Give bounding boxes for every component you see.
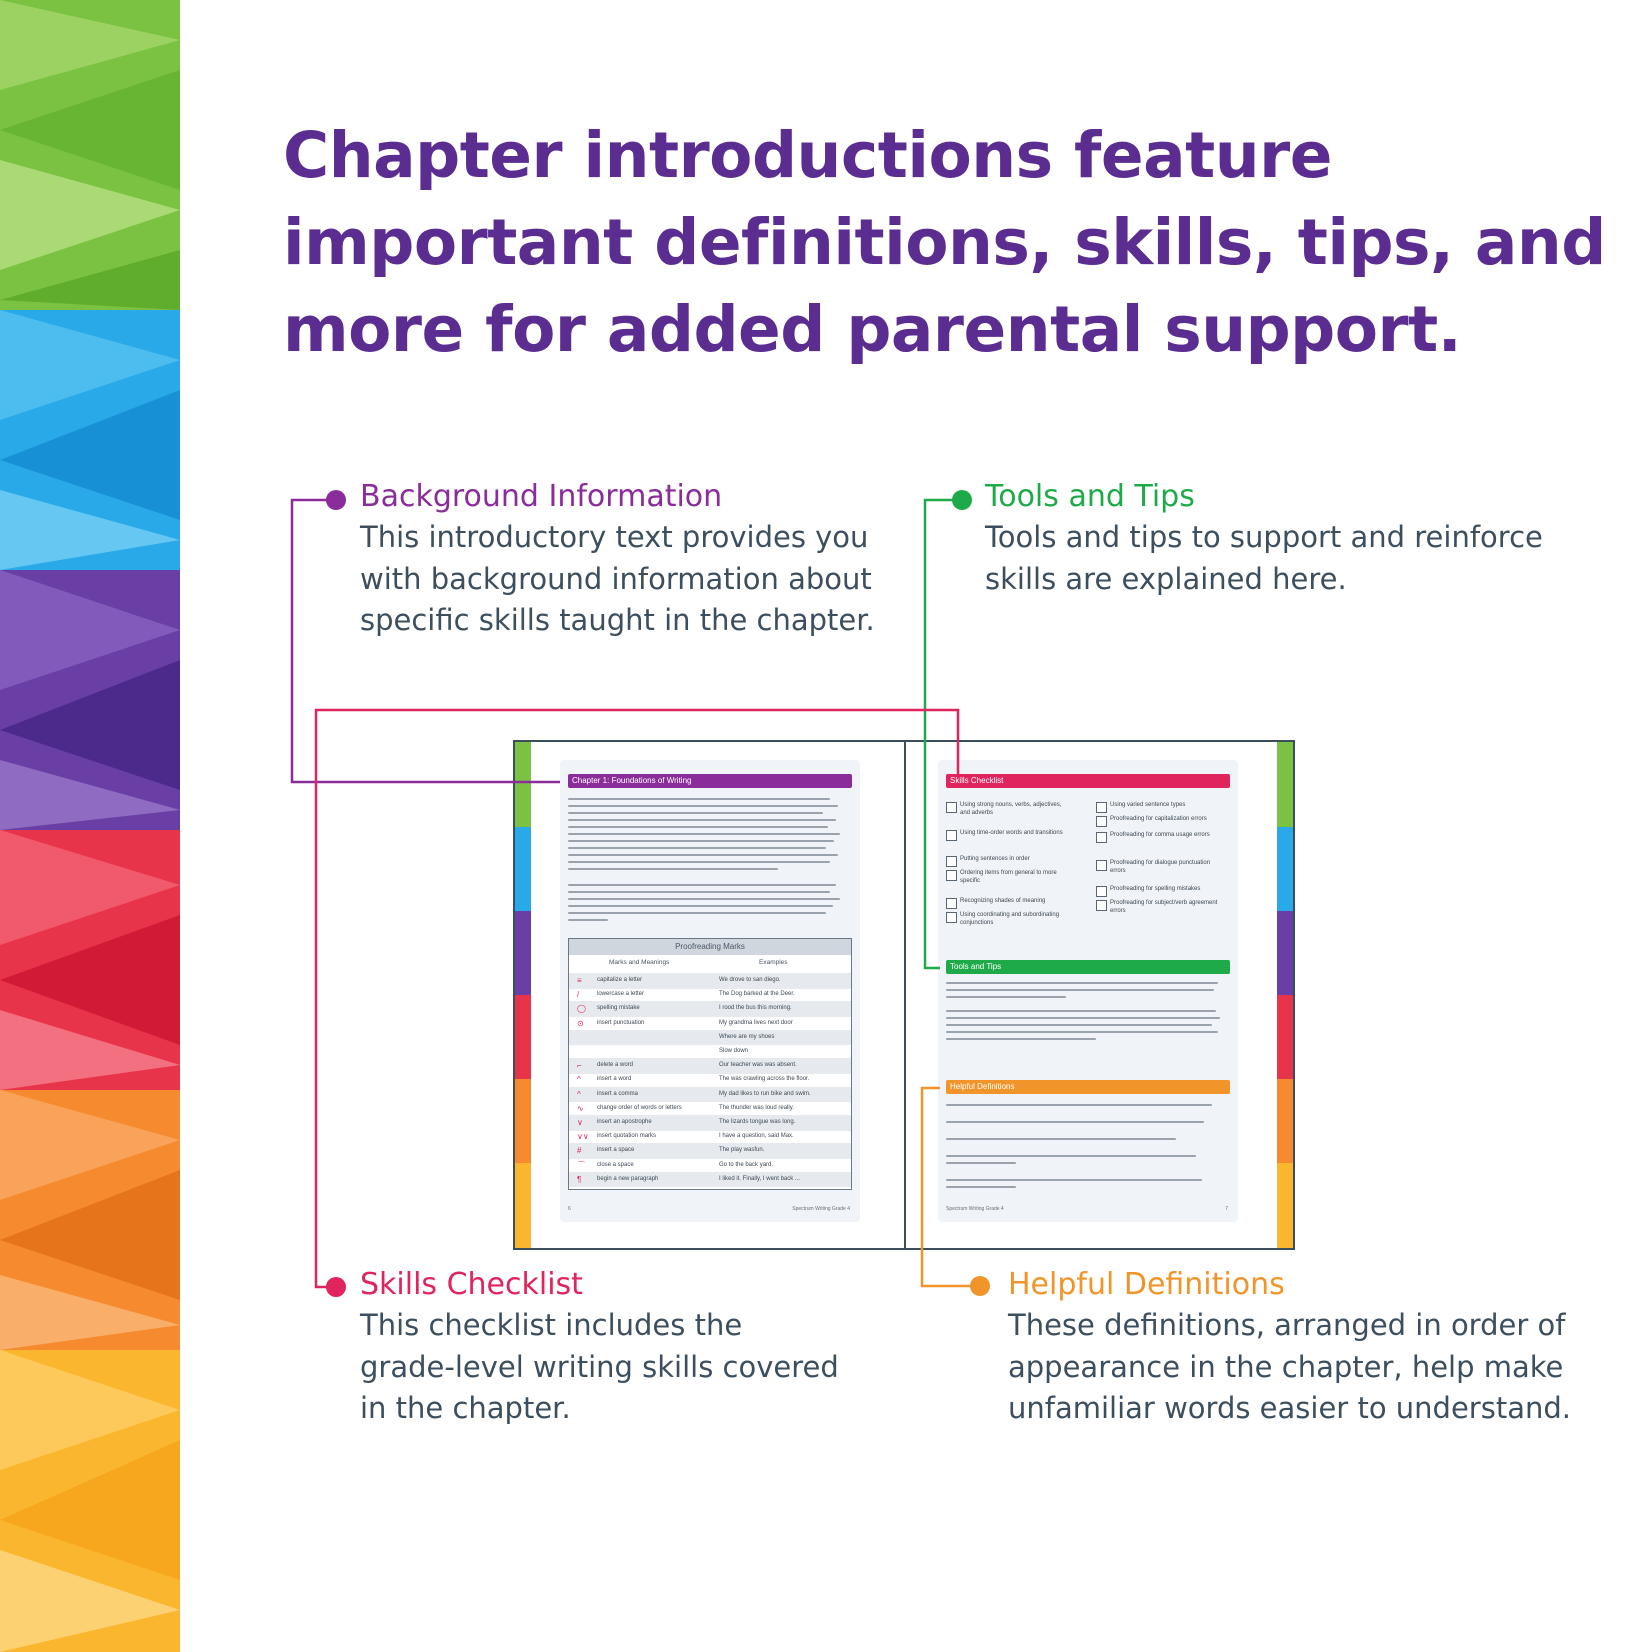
connector-background xyxy=(292,490,560,782)
checklist-item: Using varied sentence types xyxy=(1110,802,1186,808)
table-cell-meaning: begin a new paragraph xyxy=(597,1175,659,1182)
callout-skills-line: This checklist includes the xyxy=(360,1308,743,1342)
right-page-tools-header: Tools and Tips xyxy=(946,960,1230,974)
table-cell-example: We drove to san diego. xyxy=(719,977,781,983)
table-cell-meaning: delete a word xyxy=(597,1062,634,1069)
table-cell-example: The thunder was loud really. xyxy=(719,1104,794,1111)
table-cell-example: The lizards tongue was long. xyxy=(719,1119,796,1125)
callout-definitions-line: appearance in the chapter, help make xyxy=(1008,1349,1564,1384)
callout-tools-line: skills are explained here. xyxy=(985,561,1347,596)
proofreading-mark-icon: ∿ xyxy=(577,1103,584,1113)
proofreading-mark-icon: / xyxy=(577,990,580,1000)
proofreading-mark-icon: ≡ xyxy=(577,976,582,985)
checklist-item: Proofreading for dialogue punctuation errors xyxy=(1110,860,1211,874)
headline-line-2: important definitions, skills, tips, and xyxy=(283,206,1606,279)
table-col-marks: Marks and Meanings xyxy=(609,959,670,966)
connector-skills xyxy=(316,710,958,1297)
table-cell-meaning: spelling mistake xyxy=(597,1005,640,1012)
table-cell-example: The play wasfun. xyxy=(719,1147,765,1154)
right-page-definitions-header: Helpful Definitions xyxy=(946,1080,1230,1094)
checklist-item: Proofreading for capitalization errors xyxy=(1110,816,1207,822)
table-cell-example: I liked it. Finally, I went back ... xyxy=(719,1175,800,1182)
headline-line-1: Chapter introductions feature xyxy=(283,119,1332,192)
table-cell-meaning: insert quotation marks xyxy=(597,1133,657,1140)
proofreading-mark-icon: ⊙ xyxy=(577,1018,584,1028)
table-cell-example: The was crawling across the floor. xyxy=(719,1076,810,1083)
proofreading-mark-icon: ^ xyxy=(577,1075,581,1085)
proofreading-mark-icon: ∨ xyxy=(577,1118,583,1127)
connector-tools xyxy=(925,490,972,968)
checklist-item: Proofreading for subject/verb agreement errors xyxy=(1110,900,1218,914)
callout-background-line: specific skills taught in the chapter. xyxy=(360,603,875,637)
callout-background-line: with background information about xyxy=(360,561,872,596)
callout-tools-title: Tools and Tips xyxy=(985,479,1195,514)
proofreading-mark-icon: ⌐ xyxy=(577,1061,582,1071)
callout-background-title: Background Information xyxy=(360,479,723,514)
checklist-item: Ordering items from general to more specific xyxy=(960,870,1057,884)
table-cell-meaning: insert an apostrophe xyxy=(597,1119,652,1125)
right-page-number: 7 xyxy=(1225,1206,1228,1212)
callout-skills-line: in the chapter. xyxy=(360,1391,571,1425)
table-cell-example: I have a question, said Max. xyxy=(719,1133,794,1140)
callout-skills-line: grade-level writing skills covered xyxy=(360,1349,839,1384)
table-cell-example: Our teacher was was absent. xyxy=(719,1062,797,1069)
table-cell-example: The Dog barked at the Deer. xyxy=(719,991,795,998)
table-cell-example: Where are my shoes xyxy=(719,1033,775,1040)
table-cell-example: My dad likes to run bike and swim. xyxy=(719,1090,811,1097)
left-page-chapter-header: Chapter 1: Foundations of Writing xyxy=(568,774,852,788)
table-cell-meaning: insert a comma xyxy=(597,1090,639,1097)
table-cell-meaning: insert punctuation xyxy=(597,1019,645,1026)
table-cell-example: My grandma lives next door xyxy=(719,1019,793,1026)
checklist-item: Proofreading for spelling mistakes xyxy=(1110,886,1201,892)
table-cell-meaning: close a space xyxy=(597,1161,634,1168)
table-cell-meaning: insert a space xyxy=(597,1147,635,1154)
headline-line-3: more for added parental support. xyxy=(283,293,1462,366)
proofreading-mark-icon: ^ xyxy=(577,1089,581,1099)
checklist-item: Putting sentences in order xyxy=(960,856,1030,862)
checklist-item: Using coordinating and subordinating conjunctions xyxy=(960,912,1060,926)
proofreading-mark-icon: # xyxy=(577,1146,582,1156)
callout-tools-line: Tools and tips to support and reinforce xyxy=(985,520,1543,554)
table-cell-example: I rood the bus this morning. xyxy=(719,1005,792,1012)
checklist-item: Using strong nouns, verbs, adjectives, and adverbs xyxy=(960,802,1062,816)
proofreading-mark-icon: ¶ xyxy=(577,1174,582,1184)
proofreading-mark-icon: ⌒ xyxy=(577,1160,585,1170)
table-col-examples: Examples xyxy=(759,959,788,966)
callout-background-line: This introductory text provides you xyxy=(360,520,869,554)
table-cell-meaning: capitalize a letter xyxy=(597,977,643,983)
callout-definitions-line: unfamiliar words easier to understand. xyxy=(1008,1391,1571,1425)
right-page-footer: Spectrum Writing Grade 4 xyxy=(946,1206,1004,1212)
left-page-footer: Spectrum Writing Grade 4 xyxy=(792,1206,850,1212)
callout-definitions-line: These definitions, arranged in order of xyxy=(1008,1308,1566,1342)
right-page-skills-header: Skills Checklist xyxy=(946,774,1230,788)
proofreading-mark-icon: ◯ xyxy=(577,1004,586,1014)
checklist-item: Proofreading for comma usage errors xyxy=(1110,832,1210,838)
proofreading-table-title: Proofreading Marks xyxy=(569,939,851,955)
table-cell-meaning: change order of words or letters xyxy=(597,1104,682,1111)
left-page-number: 6 xyxy=(568,1206,571,1212)
callout-skills-title: Skills Checklist xyxy=(360,1267,583,1302)
proofreading-mark-icon: ∨∨ xyxy=(577,1132,589,1142)
connector-definitions xyxy=(922,1088,990,1296)
callout-definitions-title: Helpful Definitions xyxy=(1008,1267,1285,1302)
table-cell-example: Go to the back yard. xyxy=(719,1161,774,1168)
table-cell-example: Slow down xyxy=(719,1048,749,1054)
table-cell-meaning: insert a word xyxy=(597,1076,632,1083)
checklist-item: Recognizing shades of meaning xyxy=(960,898,1046,904)
checklist-item: Using time-order words and transitions xyxy=(960,830,1063,836)
table-cell-meaning: lowercase a letter xyxy=(597,991,645,998)
